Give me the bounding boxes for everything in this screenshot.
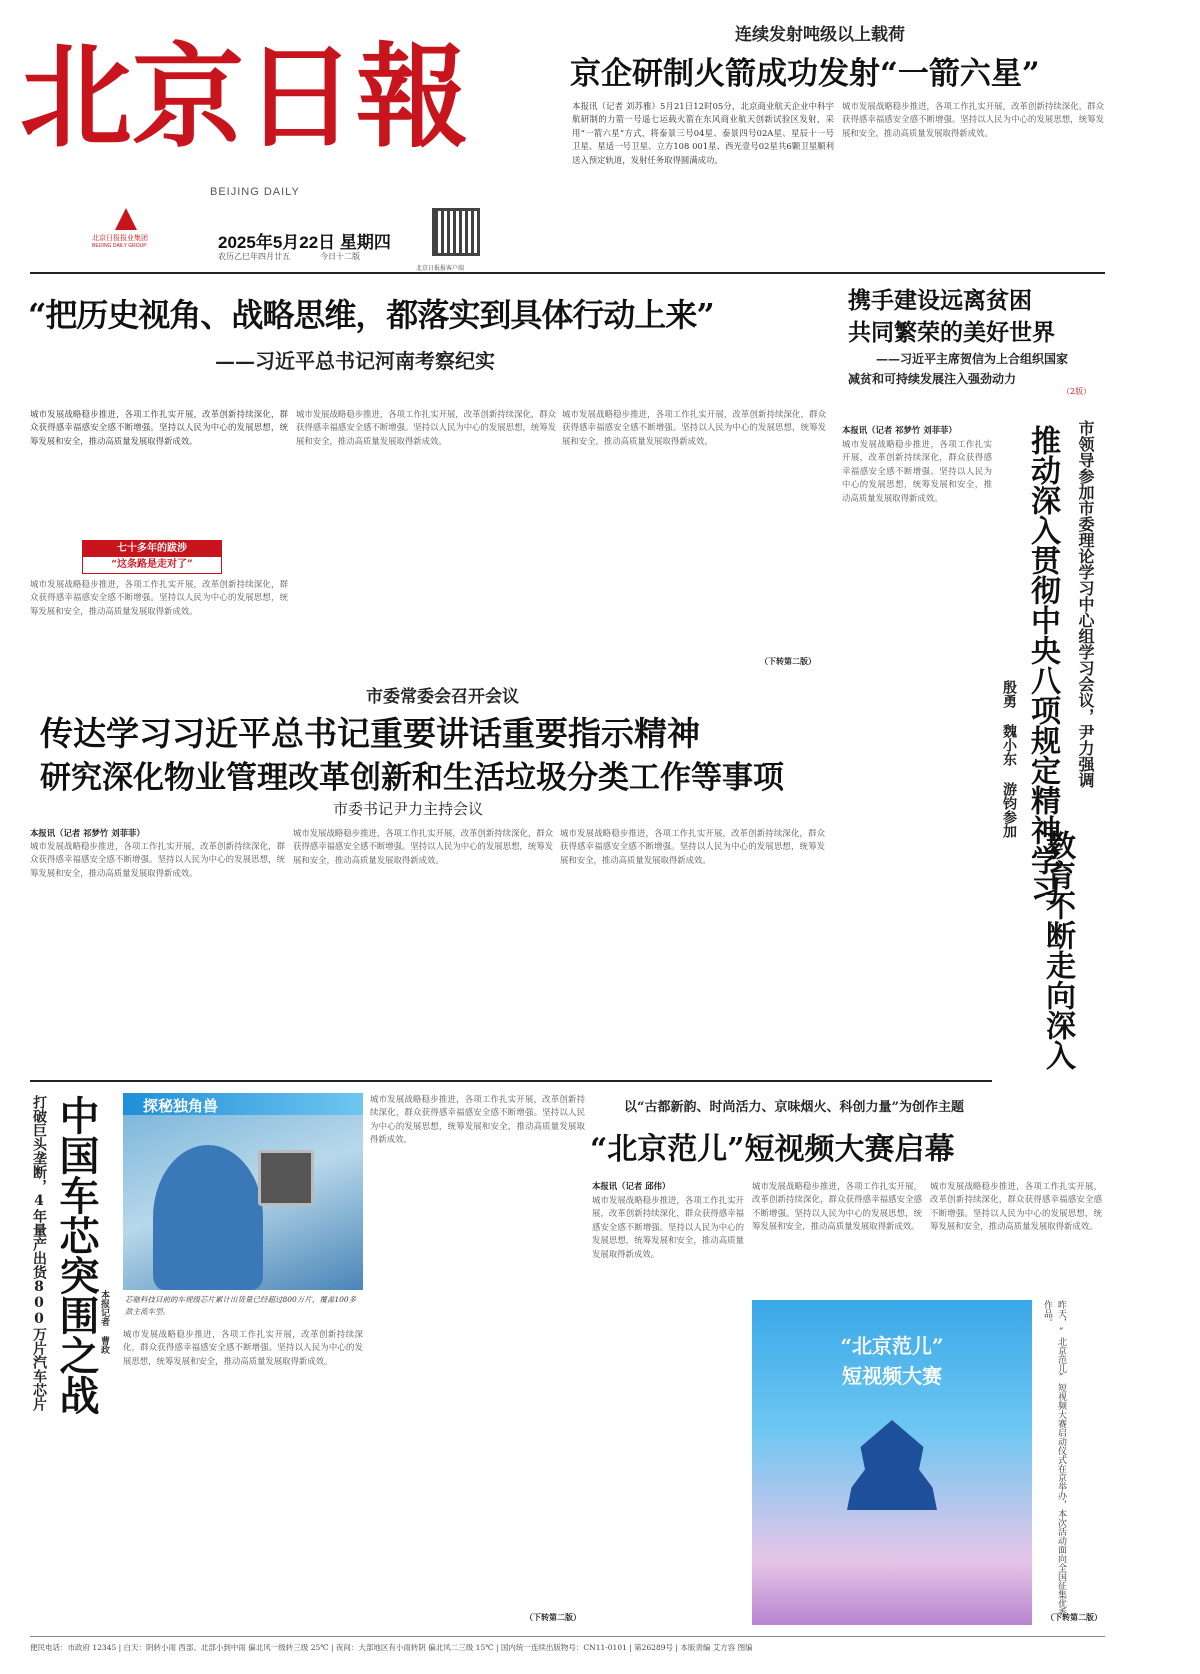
henan-subheadline: ——习近平总书记河南考察纪实 <box>215 349 495 373</box>
rocket-headline: 京企研制火箭成功发射“一箭六星” <box>570 56 1040 92</box>
rocket-lead: 本报讯（记者 刘苏雅）5月21日12时05分，北京商业航天企业中科宇航研制的力箭一号遥七运载火箭在东风商业航天创新试验区发射，采用“一箭六星”方式，将泰景三号04星、泰景四号02A星、星辰十一号卫星、星适一号卫星、立方108 001星、西光壹号02星共6颗卫星顺利送入预定轨道，发射任务取得圆满成功。 <box>572 101 834 165</box>
footer-rule <box>30 1636 1105 1637</box>
video-side-caption: 昨天，“北京范儿”短视频大赛启动仪式在京举办，本次活动面向全国征集优秀作品。 <box>1042 1300 1066 1617</box>
video-byline: 本报讯（记者 邱伟） <box>592 1181 671 1191</box>
henan-body-col-1: 城市发展战略稳步推进，各项工作扎实开展，改革创新持续深化，群众获得感幸福感安全感不断增强。坚持以人民为中心的发展思想，统筹发展和安全，推动高质量发展取得新成效。 <box>30 409 288 446</box>
henan-inset-box <box>82 540 222 574</box>
chip-headline: 中国车芯突围之战 <box>53 1095 100 1415</box>
standing-headline-2: 研究深化物业管理改革创新和生活垃圾分类工作等事项 <box>40 760 784 796</box>
masthead <box>20 18 468 272</box>
chip-photo <box>123 1115 363 1290</box>
masthead-pinyin: BEIJING DAILY <box>210 186 300 198</box>
qr-label: 北京日报报客户端 <box>416 265 465 272</box>
rocket-kicker: 连续发射吨级以上载荷 <box>735 25 905 45</box>
henan-body-col-3: 城市发展战略稳步推进，各项工作扎实开展，改革创新持续深化，群众获得感幸福感安全感不断增强。坚持以人民为中心的发展思想，统筹发展和安全，推动高质量发展取得新成效。 <box>562 409 826 446</box>
standing-headline-1: 传达学习习近平总书记重要讲话重要指示精神 <box>40 714 700 753</box>
video-poster <box>752 1300 1032 1625</box>
video-body-col-3: 城市发展战略稳步推进，各项工作扎实开展，改革创新持续深化，群众获得感幸福感安全感不断增强。坚持以人民为中心的发展思想，统筹发展和安全，推动高质量发展取得新成效。 <box>930 1181 1102 1232</box>
worker-figure-icon <box>153 1145 263 1290</box>
sco-box <box>840 278 1102 403</box>
divider <box>30 1080 992 1082</box>
chip-continue: （下转第二版） <box>525 1612 581 1622</box>
video-headline: “北京范儿”短视频大赛启幕 <box>590 1132 955 1167</box>
study-attendees: 殷勇 魏小东 游钧参加 <box>1001 680 1017 838</box>
henan-headline: “把历史视角、战略思维，都落实到具体行动上来” <box>28 296 714 334</box>
henan-body-col-1b: 城市发展战略稳步推进，各项工作扎实开展，改革创新持续深化，群众获得感幸福感安全感不断增强。坚持以人民为中心的发展思想，统筹发展和安全，推动高质量发展取得新成效。 <box>30 579 288 616</box>
sco-sub-1: ——习近平主席贺信为上合组织国家 <box>876 352 1069 366</box>
standing-body-col-1: 城市发展战略稳步推进，各项工作扎实开展，改革创新持续深化，群众获得感幸福感安全感不断增强。坚持以人民为中心的发展思想，统筹发展和安全，推动高质量发展取得新成效。 <box>30 841 285 878</box>
sco-sub-2: 减贫和可持续发展注入强劲动力 <box>848 372 1017 386</box>
video-kicker: 以“古都新韵、时尚活力、京味烟火、科创力量”为创作主题 <box>624 1100 964 1115</box>
study-body: 城市发展战略稳步推进，各项工作扎实开展，改革创新持续深化，群众获得感幸福感安全感不断增强。坚持以人民为中心的发展思想，统筹发展和安全，推动高质量发展取得新成效。 <box>842 439 992 503</box>
group-logo-icon <box>115 208 137 230</box>
sco-headline-1: 携手建设远离贫困 <box>848 287 1032 314</box>
chip-banner-text: 探秘独角兽 <box>143 1098 219 1115</box>
poster-title: “北京范儿” <box>840 1334 944 1358</box>
masthead-char-3: 日 <box>244 32 356 163</box>
chip-body-col-1: 城市发展战略稳步推进，各项工作扎实开展，改革创新持续深化，群众获得感幸福感安全感不断增强。坚持以人民为中心的发展思想，统筹发展和安全，推动高质量发展取得新成效。 <box>123 1329 363 1366</box>
chip-side-title: 打破巨头垄断，4年量产出货800万片汽车芯片 <box>31 1095 47 1411</box>
issue-date: 2025年5月22日 星期四 <box>218 233 391 252</box>
standing-kicker: 市委常委会召开会议 <box>366 687 519 707</box>
sco-page-ref: （2版） <box>1062 387 1092 396</box>
masthead-char-1: 北 <box>20 32 132 163</box>
henan-inset-title: 七十多年的跋涉 <box>83 541 221 557</box>
masthead-char-4: 報 <box>356 32 468 163</box>
video-continue: （下转第二版） <box>1046 1612 1102 1622</box>
standing-body-col-3: 城市发展战略稳步推进，各项工作扎实开展，改革创新持续深化，群众获得感幸福感安全感不断增强。坚持以人民为中心的发展思想，统筹发展和安全，推动高质量发展取得新成效。 <box>560 828 825 865</box>
sco-headline-2: 共同繁荣的美好世界 <box>848 319 1055 346</box>
masthead-title <box>20 23 468 178</box>
chip-photo-caption: 芯驰科技目前的车规级芯片累计出货量已经超过800万片，覆盖100多款主流车型。 <box>125 1295 357 1316</box>
video-body-col-1: 城市发展战略稳步推进，各项工作扎实开展，改革创新持续深化，群众获得感幸福感安全感不断增强。坚持以人民为中心的发展思想，统筹发展和安全，推动高质量发展取得新成效。 <box>592 1195 744 1259</box>
standing-sub: 市委书记尹力主持会议 <box>333 800 484 818</box>
henan-continue: （下转第二版） <box>760 656 816 666</box>
qr-code-icon <box>432 208 480 256</box>
standing-byline: 本报讯（记者 祁梦竹 刘菲菲） <box>30 828 145 838</box>
lunar-date: 农历乙巳年四月廿五 <box>218 252 290 261</box>
rocket-body: 城市发展战略稳步推进，各项工作扎实开展，改革创新持续深化，群众获得感幸福感安全感不断增强。坚持以人民为中心的发展思想，统筹发展和安全，推动高质量发展取得新成效。 <box>842 101 1104 138</box>
group-en: BEIJING DAILY GROUP <box>92 243 147 249</box>
chip-reporter: 本报记者 曹政 <box>99 1290 109 1354</box>
henan-body-col-2: 城市发展战略稳步推进，各项工作扎实开展，改革创新持续深化，群众获得感幸福感安全感不断增强。坚持以人民为中心的发展思想，统筹发展和安全，推动高质量发展取得新成效。 <box>296 409 556 446</box>
group-name: 北京日报报业集团 <box>92 235 148 242</box>
study-byline: 本报讯（记者 祁梦竹 刘菲菲） <box>842 425 957 435</box>
page-count: 今日十二版 <box>320 252 360 261</box>
standing-body-col-2: 城市发展战略稳步推进，各项工作扎实开展，改革创新持续深化，群众获得感幸福感安全感不断增强。坚持以人民为中心的发展思想，统筹发展和安全，推动高质量发展取得新成效。 <box>293 828 553 865</box>
temple-of-heaven-icon <box>847 1420 937 1510</box>
chip-icon <box>258 1150 314 1206</box>
poster-sub: 短视频大赛 <box>842 1364 942 1388</box>
henan-inset-sub: “这条路是走对了” <box>111 559 193 570</box>
masthead-char-2: 京 <box>132 32 244 163</box>
study-headline-col2: 教育不断走向深入 <box>1040 830 1075 1070</box>
video-body-col-2: 城市发展战略稳步推进，各项工作扎实开展，改革创新持续深化，群众获得感幸福感安全感不断增强。坚持以人民为中心的发展思想，统筹发展和安全，推动高质量发展取得新成效。 <box>752 1181 922 1232</box>
study-headline-col1: 推动深入贯彻中央八项规定精神学习 <box>1025 425 1060 905</box>
study-title-top: 市领导参加市委理论学习中心组学习会议，尹力强调 <box>1076 420 1095 788</box>
footer-text: 便民电话：市政府 12345 | 白天：阴转小雨 西部、北部小到中雨 偏北风一级转三级 25℃ | 夜间：大部地区有小雨转阴 偏北风二三级 15℃ | 国内统一连续出版物号：CN11-0101 | 第26289号 | 本版责编 艾方容 图编 <box>30 1643 753 1652</box>
chip-body-col-2: 城市发展战略稳步推进，各项工作扎实开展，改革创新持续深化，群众获得感幸福感安全感不断增强。坚持以人民为中心的发展思想，统筹发展和安全，推动高质量发展取得新成效。 <box>370 1094 585 1145</box>
chip-banner <box>123 1093 363 1115</box>
divider <box>30 272 1105 274</box>
